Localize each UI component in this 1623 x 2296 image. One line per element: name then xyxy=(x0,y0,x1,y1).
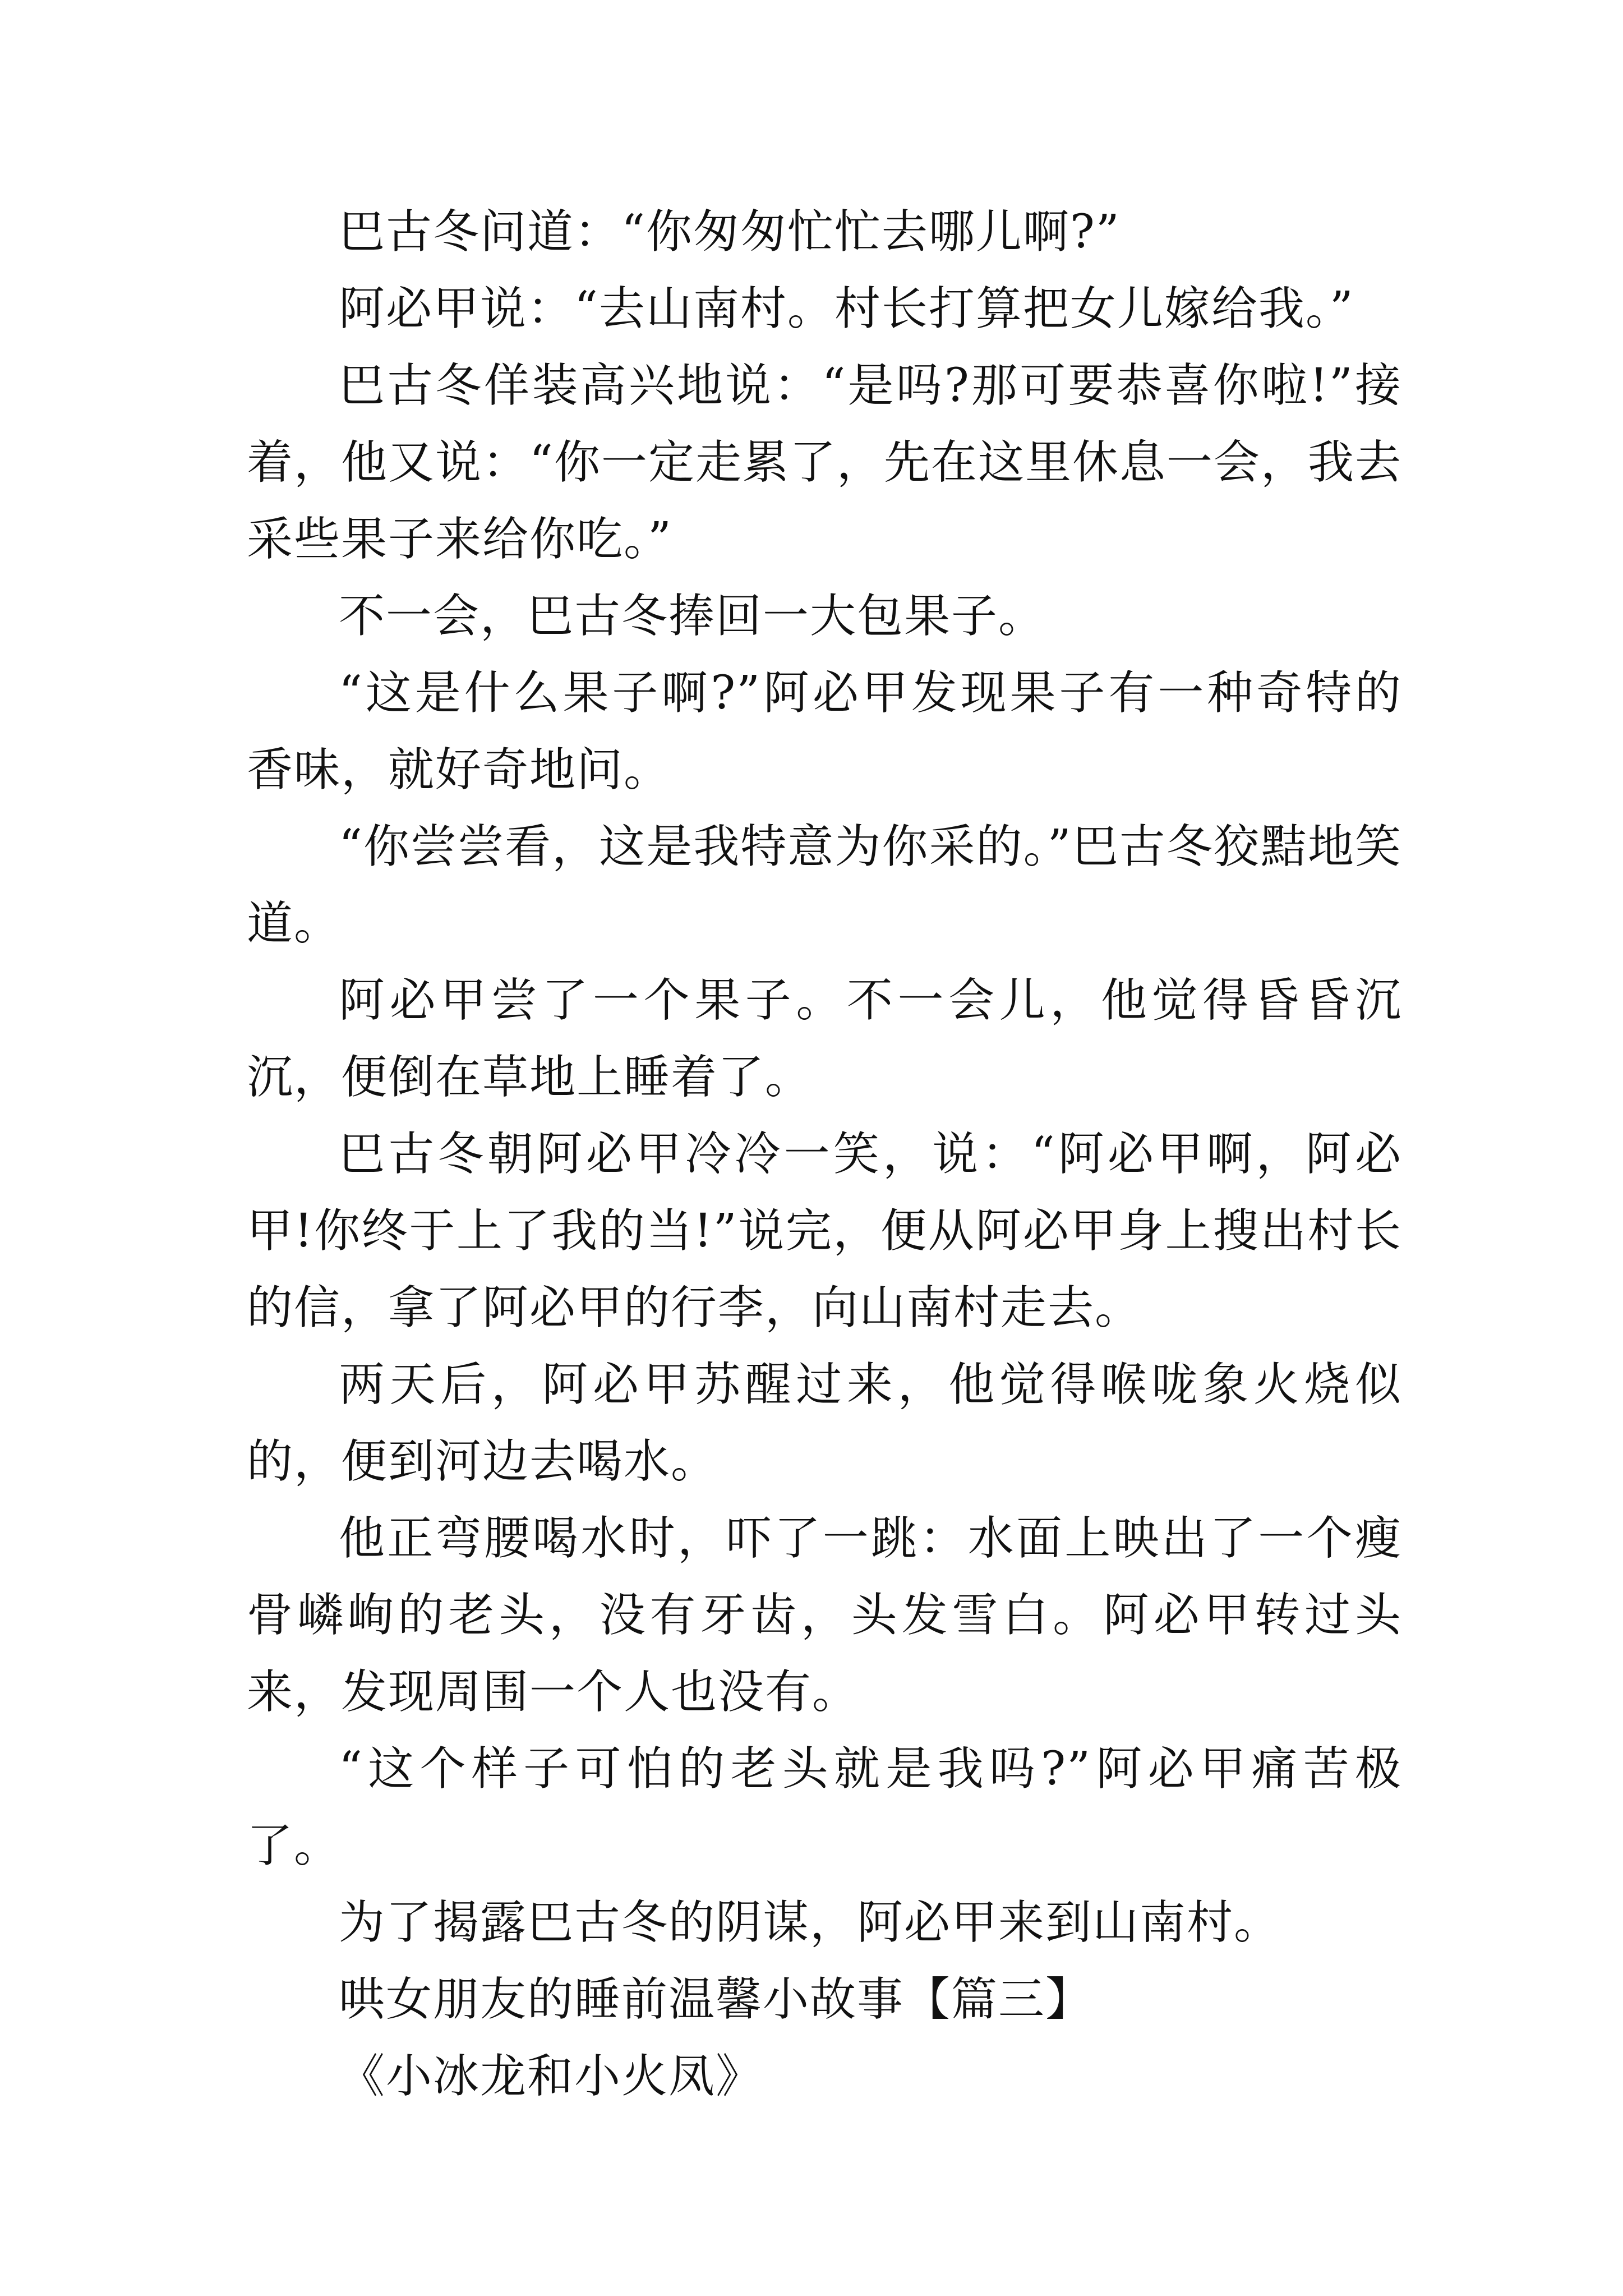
paragraph: 巴古冬佯装高兴地说：“是吗?那可要恭喜你啦!”接着，他又说：“你一定走累了，先在这里休息一会，我去采些果子来给你吃。” xyxy=(247,359,1402,566)
section-heading: 哄女朋友的睡前温馨小故事【篇三】 xyxy=(339,1973,1093,2026)
paragraph: 两天后，阿必甲苏醒过来，他觉得喉咙象火烧似的，便到河边去喝水。 xyxy=(247,1358,1402,1488)
paragraph: 巴古冬朝阿必甲冷冷一笑，说：“阿必甲啊，阿必甲!你终于上了我的当!”说完，便从阿必甲身上搜出村长的信，拿了阿必甲的行李，向山南村走去。 xyxy=(247,1128,1402,1335)
story-title: 《小冰龙和小火凤》 xyxy=(339,2050,763,2103)
paragraph: 他正弯腰喝水时，吓了一跳：水面上映出了一个瘦骨嶙峋的老头，没有牙齿，头发雪白。阿必甲转过头来，发现周围一个人也没有。 xyxy=(247,1512,1402,1719)
paragraph: 为了揭露巴古冬的阴谋，阿必甲来到山南村。 xyxy=(339,1896,1281,1949)
paragraph: 阿必甲尝了一个果子。不一会儿，他觉得昏昏沉沉，便倒在草地上睡着了。 xyxy=(247,974,1402,1104)
paragraph: “你尝尝看，这是我特意为你采的。”巴古冬狡黠地笑道。 xyxy=(247,820,1402,950)
paragraph: “这是什么果子啊?”阿必甲发现果子有一种奇特的香味，就好奇地问。 xyxy=(247,666,1402,797)
paragraph: “这个样子可怕的老头就是我吗?”阿必甲痛苦极了。 xyxy=(247,1742,1402,1872)
paragraph: 不一会，巴古冬捧回一大包果子。 xyxy=(339,590,1046,643)
story-text xyxy=(247,194,1402,2115)
paragraph: 阿必甲说：“去山南村。村长打算把女儿嫁给我。” xyxy=(339,282,1354,335)
paragraph: 巴古冬问道：“你匆匆忙忙去哪儿啊?” xyxy=(339,205,1121,259)
